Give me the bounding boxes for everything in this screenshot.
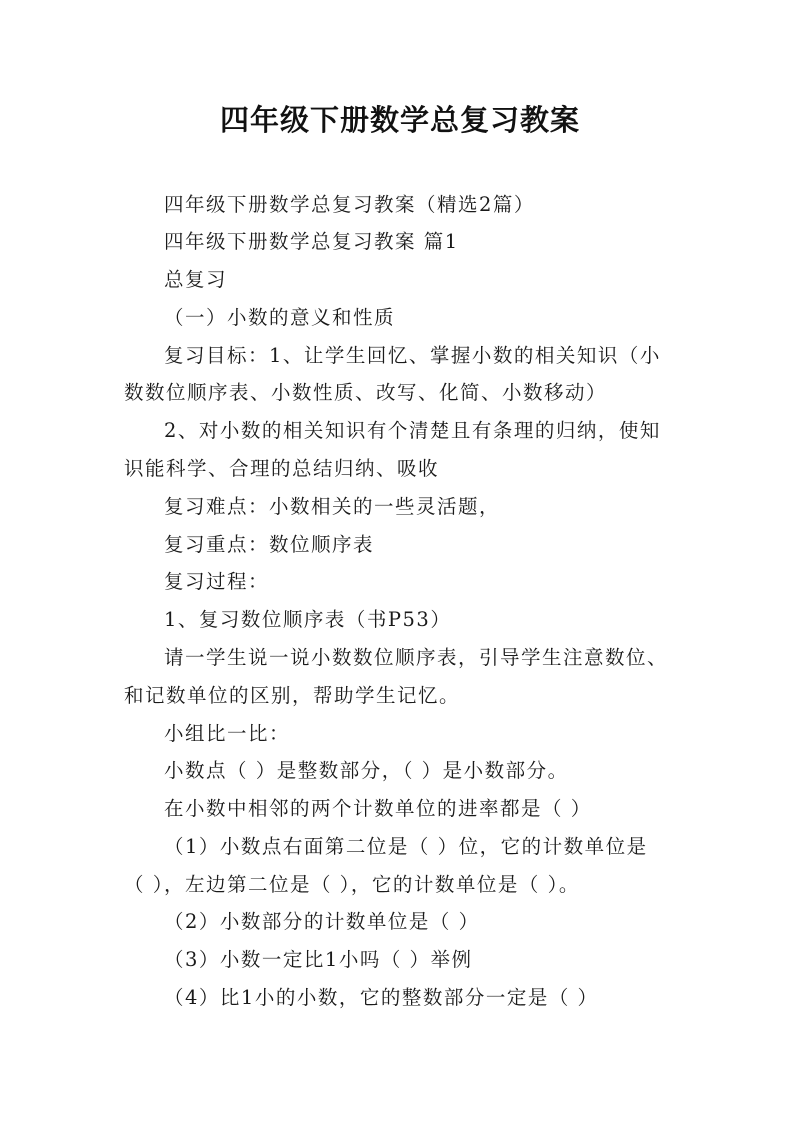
paragraph-line: （ ），左边第二位是（ ），它的计数单位是（ ）。	[124, 873, 580, 896]
paragraph-line: （1）小数点右面第二位是（ ）位，它的计数单位是	[164, 835, 648, 858]
paragraph-line: 1、复习数位顺序表（书P53）	[164, 608, 452, 631]
paragraph-line: 四年级下册数学总复习教案 篇1	[164, 230, 459, 253]
paragraph-line: 总复习	[164, 268, 228, 291]
paragraph-line: 复习重点：数位顺序表	[164, 533, 375, 556]
paragraph-line: 复习过程：	[164, 570, 270, 593]
paragraph-line: （2）小数部分的计数单位是（ ）	[164, 910, 480, 933]
paragraph-line: （3）小数一定比1小吗（ ）举例	[164, 948, 473, 971]
paragraph-line: 小组比一比：	[164, 722, 291, 745]
paragraph-line: （一）小数的意义和性质	[164, 306, 396, 329]
paragraph-line: 在小数中相邻的两个计数单位的进率都是（ ）	[164, 797, 592, 820]
paragraph-line: （4）比1小的小数，它的整数部分一定是（ ）	[164, 986, 599, 1009]
paragraph-line: 和记数单位的区别，帮助学生记忆。	[124, 684, 461, 707]
paragraph-line: 四年级下册数学总复习教案（精选2篇）	[164, 193, 535, 216]
paragraph-line: 小数点（ ）是整数部分，（ ）是小数部分。	[164, 759, 569, 782]
paragraph-line: 2、对小数的相关知识有个清楚且有条理的归纳，使知	[164, 419, 661, 442]
paragraph-line: 复习目标：1、让学生回忆、掌握小数的相关知识（小	[164, 344, 661, 367]
paragraph-line: 请一学生说一说小数数位顺序表，引导学生注意数位、	[164, 646, 669, 669]
document-title: 四年级下册数学总复习教案	[219, 103, 580, 137]
paragraph-line: 复习难点：小数相关的一些灵活题，	[164, 495, 501, 518]
paragraph-line: 识能科学、合理的总结归纳、吸收	[124, 457, 440, 480]
paragraph-line: 数数位顺序表、小数性质、改写、化简、小数移动）	[124, 381, 608, 404]
